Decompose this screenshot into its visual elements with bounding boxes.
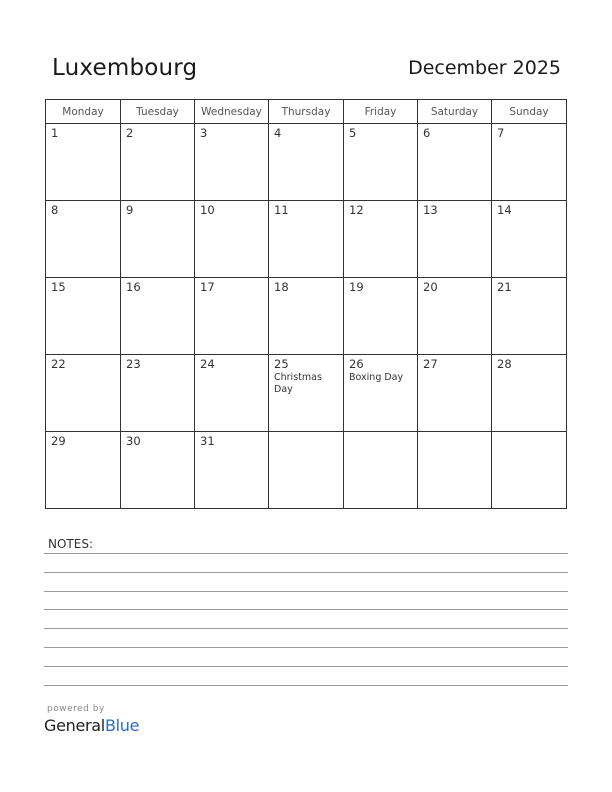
calendar-day-cell[interactable]: [492, 278, 567, 355]
weekday-header: Wednesday: [195, 100, 269, 124]
day-number: 16: [126, 280, 141, 294]
weekday-header: Monday: [46, 100, 121, 124]
calendar-day-cell[interactable]: [492, 432, 567, 509]
day-number: 21: [497, 280, 512, 294]
day-number: 29: [51, 434, 66, 448]
logo-blue-text: Blue: [104, 716, 140, 735]
calendar-day-cell[interactable]: [46, 432, 121, 509]
notes-line: [44, 647, 568, 648]
day-number: 9: [126, 203, 134, 217]
day-number: 26: [349, 357, 364, 371]
day-number: 23: [126, 357, 141, 371]
calendar-day-cell[interactable]: [418, 355, 492, 432]
day-number: 28: [497, 357, 512, 371]
calendar-day-cell[interactable]: [344, 278, 418, 355]
notes-line: [44, 628, 568, 629]
day-number: 8: [51, 203, 59, 217]
calendar-day-cell[interactable]: [46, 355, 121, 432]
calendar-day-cell[interactable]: [269, 278, 344, 355]
day-number: 27: [423, 357, 438, 371]
day-number: [492, 432, 566, 434]
day-number: 14: [497, 203, 512, 217]
calendar-day-cell[interactable]: [269, 355, 344, 432]
day-number: 22: [51, 357, 66, 371]
weekday-header: Tuesday: [121, 100, 195, 124]
holiday-label: Boxing Day: [349, 372, 404, 383]
calendar-day-cell[interactable]: [121, 124, 195, 201]
notes-line: [44, 591, 568, 592]
calendar-month-title: December 2025: [408, 57, 561, 79]
notes-line: [44, 572, 568, 573]
day-number: 17: [200, 280, 215, 294]
day-number: 24: [200, 357, 215, 371]
notes-line: [44, 685, 568, 686]
calendar-day-cell[interactable]: [269, 124, 344, 201]
calendar-week-row: [46, 278, 567, 355]
day-number: 19: [349, 280, 364, 294]
calendar-day-cell[interactable]: [195, 355, 269, 432]
day-number: 13: [423, 203, 438, 217]
calendar-day-cell[interactable]: [344, 124, 418, 201]
day-number: 11: [274, 203, 289, 217]
day-number: 1: [51, 126, 59, 140]
day-number: [344, 432, 417, 434]
calendar-day-cell[interactable]: [418, 124, 492, 201]
day-number: 6: [423, 126, 431, 140]
calendar-day-cell[interactable]: [269, 201, 344, 278]
weekday-header: Friday: [344, 100, 418, 124]
day-number: 20: [423, 280, 438, 294]
calendar-week-row: [46, 432, 567, 509]
calendar-grid: [45, 99, 567, 509]
calendar-day-cell[interactable]: [492, 355, 567, 432]
calendar-day-cell[interactable]: [418, 278, 492, 355]
calendar-day-cell[interactable]: [121, 201, 195, 278]
weekday-header-row: [46, 100, 567, 124]
day-number: 15: [51, 280, 66, 294]
calendar-day-cell[interactable]: [46, 278, 121, 355]
calendar-day-cell[interactable]: [344, 355, 418, 432]
weekday-header: Sunday: [492, 100, 567, 124]
notes-line: [44, 666, 568, 667]
calendar-day-cell[interactable]: [492, 124, 567, 201]
calendar-country-title: Luxembourg: [52, 55, 198, 81]
day-number: 5: [349, 126, 357, 140]
weekday-header: Saturday: [418, 100, 492, 124]
notes-line: [44, 553, 568, 554]
calendar-week-row: [46, 201, 567, 278]
day-number: 31: [200, 434, 215, 448]
holiday-label: Christmas Day: [274, 372, 322, 395]
calendar-day-cell[interactable]: [121, 432, 195, 509]
calendar-day-cell[interactable]: [46, 124, 121, 201]
day-number: 30: [126, 434, 141, 448]
calendar-day-cell[interactable]: [344, 201, 418, 278]
calendar-week-row: [46, 355, 567, 432]
calendar-week-row: [46, 124, 567, 201]
day-number: 18: [274, 280, 289, 294]
day-number: 10: [200, 203, 215, 217]
calendar-day-cell[interactable]: [195, 278, 269, 355]
day-number: [269, 432, 343, 434]
calendar-day-cell[interactable]: [121, 278, 195, 355]
notes-label: NOTES:: [48, 537, 93, 551]
calendar-day-cell[interactable]: [492, 201, 567, 278]
calendar-day-cell[interactable]: [418, 201, 492, 278]
logo-general-text: General: [44, 716, 105, 735]
generalblue-logo: [44, 716, 139, 735]
calendar-day-cell[interactable]: [269, 432, 344, 509]
day-number: 12: [349, 203, 364, 217]
calendar-day-cell[interactable]: [121, 355, 195, 432]
calendar-day-cell[interactable]: [46, 201, 121, 278]
calendar-day-cell[interactable]: [418, 432, 492, 509]
calendar-day-cell[interactable]: [344, 432, 418, 509]
day-number: 7: [497, 126, 505, 140]
calendar-day-cell[interactable]: [195, 124, 269, 201]
calendar-day-cell[interactable]: [195, 201, 269, 278]
notes-line: [44, 609, 568, 610]
day-number: 3: [200, 126, 208, 140]
day-number: 25: [274, 357, 289, 371]
day-number: 4: [274, 126, 282, 140]
powered-by-text: powered by: [47, 704, 105, 714]
day-number: [418, 432, 491, 434]
calendar-day-cell[interactable]: [195, 432, 269, 509]
weekday-header: Thursday: [269, 100, 344, 124]
day-number: 2: [126, 126, 134, 140]
